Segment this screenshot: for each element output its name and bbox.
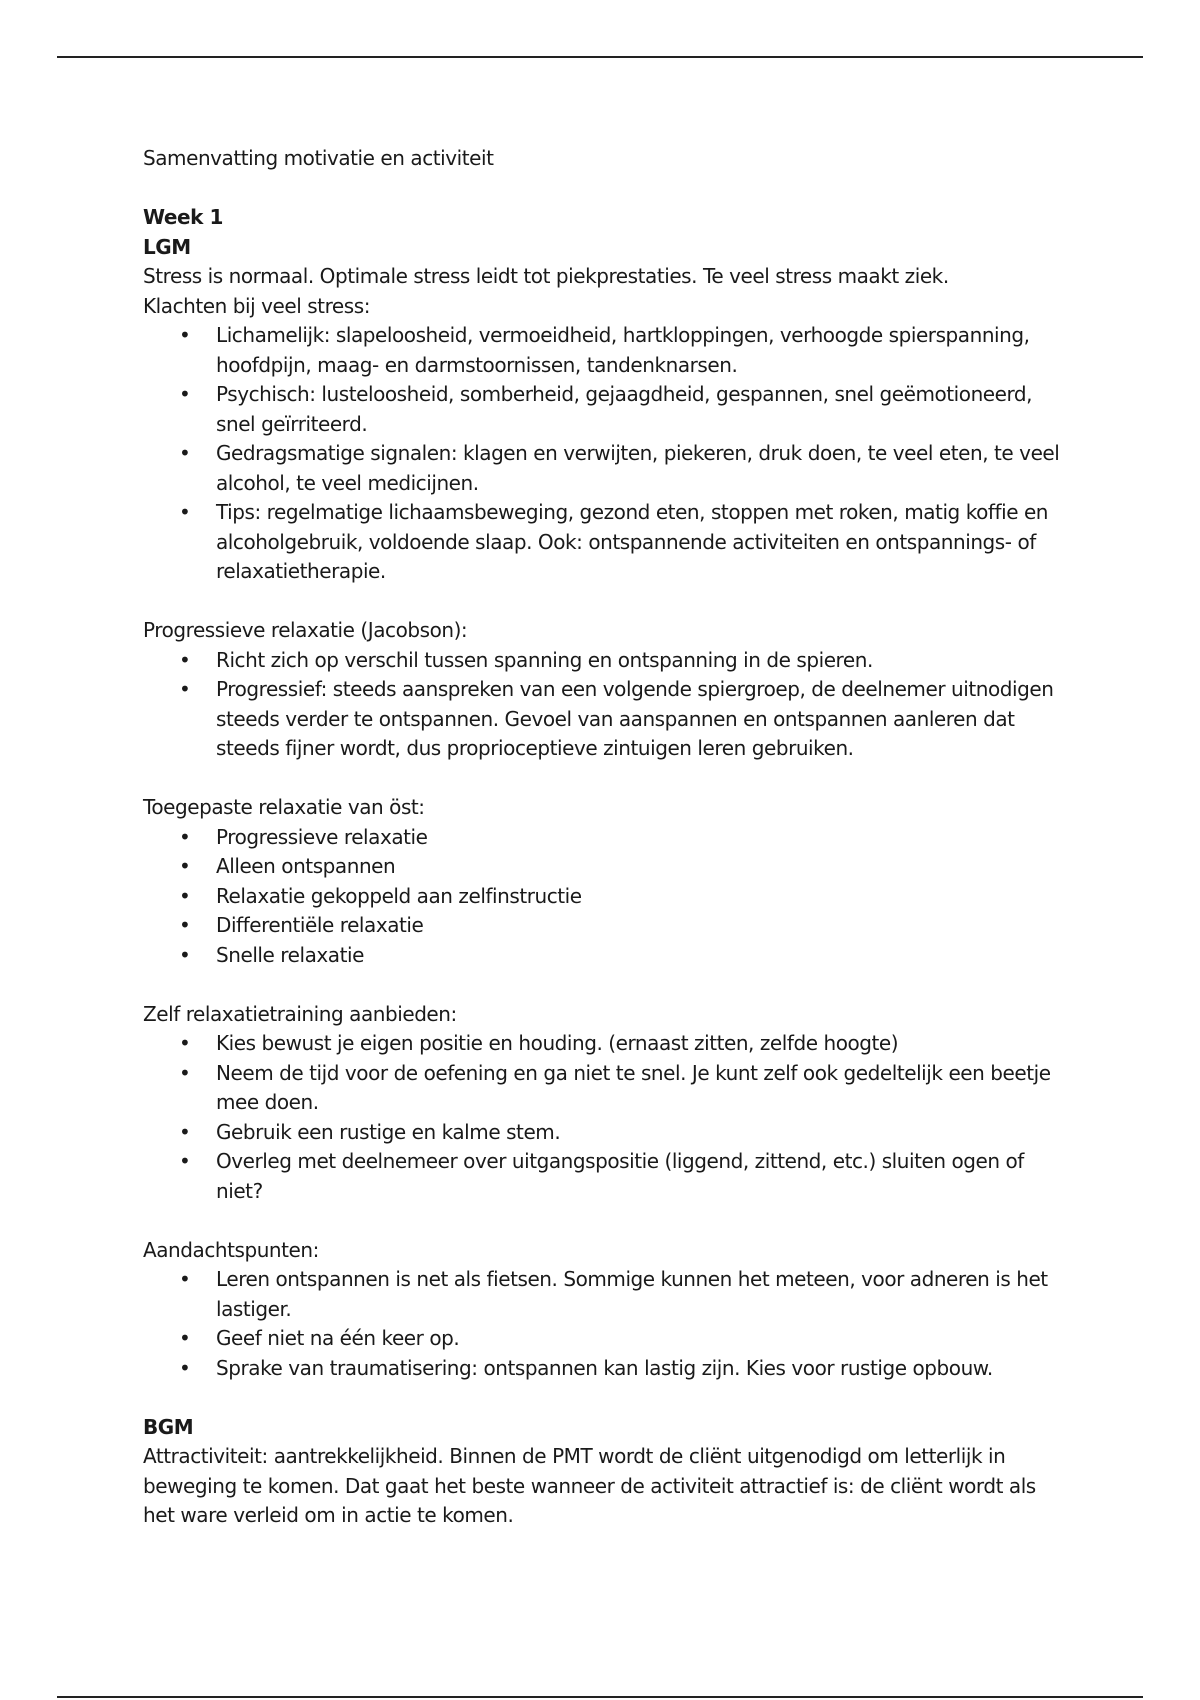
- list-item: [143, 380, 1063, 439]
- bullet-icon: •: [179, 824, 191, 849]
- list-item: [143, 911, 1063, 941]
- bullet-icon: •: [179, 1031, 191, 1055]
- bullet-icon: •: [179, 883, 191, 908]
- list-item-text: Gebruik een rustige en kalme stem.: [216, 1119, 561, 1144]
- list-item: [143, 1059, 1063, 1118]
- bullet-icon: •: [179, 913, 191, 937]
- document-title: Samenvatting motivatie en activiteit: [143, 146, 494, 170]
- spacer: [143, 764, 1063, 794]
- list-item: [143, 498, 1063, 587]
- list-item: [143, 1029, 1063, 1059]
- list-item-text: Relaxatie gekoppeld aan zelfinstructie: [216, 883, 582, 908]
- list-item: [143, 1147, 1063, 1206]
- list-item-text: Sprake van traumatisering: ontspannen kan lastig zijn. Kies voor rustige opbouw.: [216, 1355, 993, 1380]
- list-item-text: Psychisch: lusteloosheid, somberheid, gejaagdheid, gespannen, snel geëmotioneerd, snel geïrriteerd.: [216, 382, 1033, 436]
- spacer: [143, 174, 1063, 204]
- list-item-text: Richt zich op verschil tussen spanning en ontspanning in de spieren.: [216, 647, 873, 672]
- list-item: [143, 882, 1063, 912]
- list-item-text: Differentiële relaxatie: [216, 913, 424, 937]
- list-item: [143, 1265, 1063, 1324]
- list-item: [143, 1324, 1063, 1354]
- bullet-icon: •: [179, 1119, 191, 1144]
- list-item: [143, 1354, 1063, 1384]
- spacer: [143, 587, 1063, 617]
- applied-label: Toegepaste relaxatie van öst:: [143, 795, 425, 819]
- lgm-intro: Stress is normaal. Optimale stress leidt tot piekprestaties. Te veel stress maakt ziek.: [143, 264, 949, 288]
- header-rule: [57, 56, 1143, 58]
- list-item-text: Leren ontspannen is net als fietsen. Sommige kunnen het meteen, voor adneren is het lastiger.: [216, 1267, 1048, 1321]
- list-item: [143, 823, 1063, 853]
- bullet-icon: •: [179, 854, 191, 878]
- list-item-text: Progressief: steeds aanspreken van een volgende spiergroep, de deelnemer uitnodigen steeds verder te ontspannen. Gevoel van aanspannen en ontspannen aanleren dat steeds fijner wordt, dus proprioceptieve zintuigen leren gebruiken.: [216, 677, 1054, 760]
- bullet-icon: •: [179, 942, 191, 967]
- week-heading: Week 1: [143, 205, 223, 229]
- bgm-text: Attractiviteit: aantrekkelijkheid. Binnen de PMT wordt de cliënt uitgenodigd om letterlijk in beweging te komen. Dat gaat het beste wanneer de activiteit attractief is: de cliënt wordt als het ware verleid om in actie te komen.: [143, 1444, 1036, 1527]
- list-item: [143, 646, 1063, 676]
- list-item-text: Overleg met deelnemeer over uitgangspositie (liggend, zittend, etc.) sluiten ogen of niet?: [216, 1149, 1024, 1203]
- spacer: [143, 970, 1063, 1000]
- applied-list: [143, 823, 1063, 971]
- self-training-label: Zelf relaxatietraining aanbieden:: [143, 1001, 457, 1026]
- list-item-text: Alleen ontspannen: [216, 854, 396, 878]
- bullet-icon: •: [179, 1326, 191, 1350]
- list-item-text: Progressieve relaxatie: [216, 824, 428, 849]
- bullet-icon: •: [179, 677, 191, 701]
- attention-label: Aandachtspunten:: [143, 1237, 319, 1262]
- bullet-icon: •: [179, 1149, 191, 1173]
- list-item: [143, 1118, 1063, 1148]
- spacer: [143, 1383, 1063, 1413]
- document-body: [143, 144, 1063, 1531]
- spacer: [143, 1206, 1063, 1236]
- complaints-list: [143, 321, 1063, 587]
- list-item-text: Tips: regelmatige lichaamsbeweging, gezond eten, stoppen met roken, matig koffie en alcoholgebruik, voldoende slaap. Ook: ontspannende activiteiten en ontspannings- of relaxatietherapie.: [216, 500, 1049, 583]
- bullet-icon: •: [179, 382, 191, 406]
- list-item: [143, 852, 1063, 882]
- bullet-icon: •: [179, 500, 191, 524]
- list-item-text: Geef niet na één keer op.: [216, 1326, 460, 1350]
- list-item: [143, 675, 1063, 764]
- list-item-text: Kies bewust je eigen positie en houding. (ernaast zitten, zelfde hoogte): [216, 1031, 899, 1055]
- list-item-text: Snelle relaxatie: [216, 942, 364, 967]
- bullet-icon: •: [179, 647, 191, 672]
- progressive-list: [143, 646, 1063, 764]
- list-item: [143, 321, 1063, 380]
- bullet-icon: •: [179, 1060, 191, 1085]
- self-training-list: [143, 1029, 1063, 1206]
- bgm-heading: BGM: [143, 1414, 194, 1439]
- bullet-icon: •: [179, 441, 191, 465]
- bullet-icon: •: [179, 323, 191, 347]
- attention-list: [143, 1265, 1063, 1383]
- list-item-text: Neem de tijd voor de oefening en ga niet te snel. Je kunt zelf ook gedeltelijk een beetje mee doen.: [216, 1060, 1051, 1114]
- lgm-heading: LGM: [143, 234, 191, 259]
- footer-rule: [57, 1696, 1143, 1698]
- list-item-text: Gedragsmatige signalen: klagen en verwijten, piekeren, druk doen, te veel eten, te veel alcohol, te veel medicijnen.: [216, 441, 1060, 495]
- list-item: [143, 439, 1063, 498]
- list-item: [143, 941, 1063, 971]
- progressive-label: Progressieve relaxatie (Jacobson):: [143, 618, 468, 642]
- list-item-text: Lichamelijk: slapeloosheid, vermoeidheid, hartkloppingen, verhoogde spierspanning, hoofdpijn, maag- en darmstoornissen, tandenknarsen.: [216, 323, 1030, 377]
- bullet-icon: •: [179, 1355, 191, 1380]
- complaints-label: Klachten bij veel stress:: [143, 293, 370, 318]
- bullet-icon: •: [179, 1267, 191, 1291]
